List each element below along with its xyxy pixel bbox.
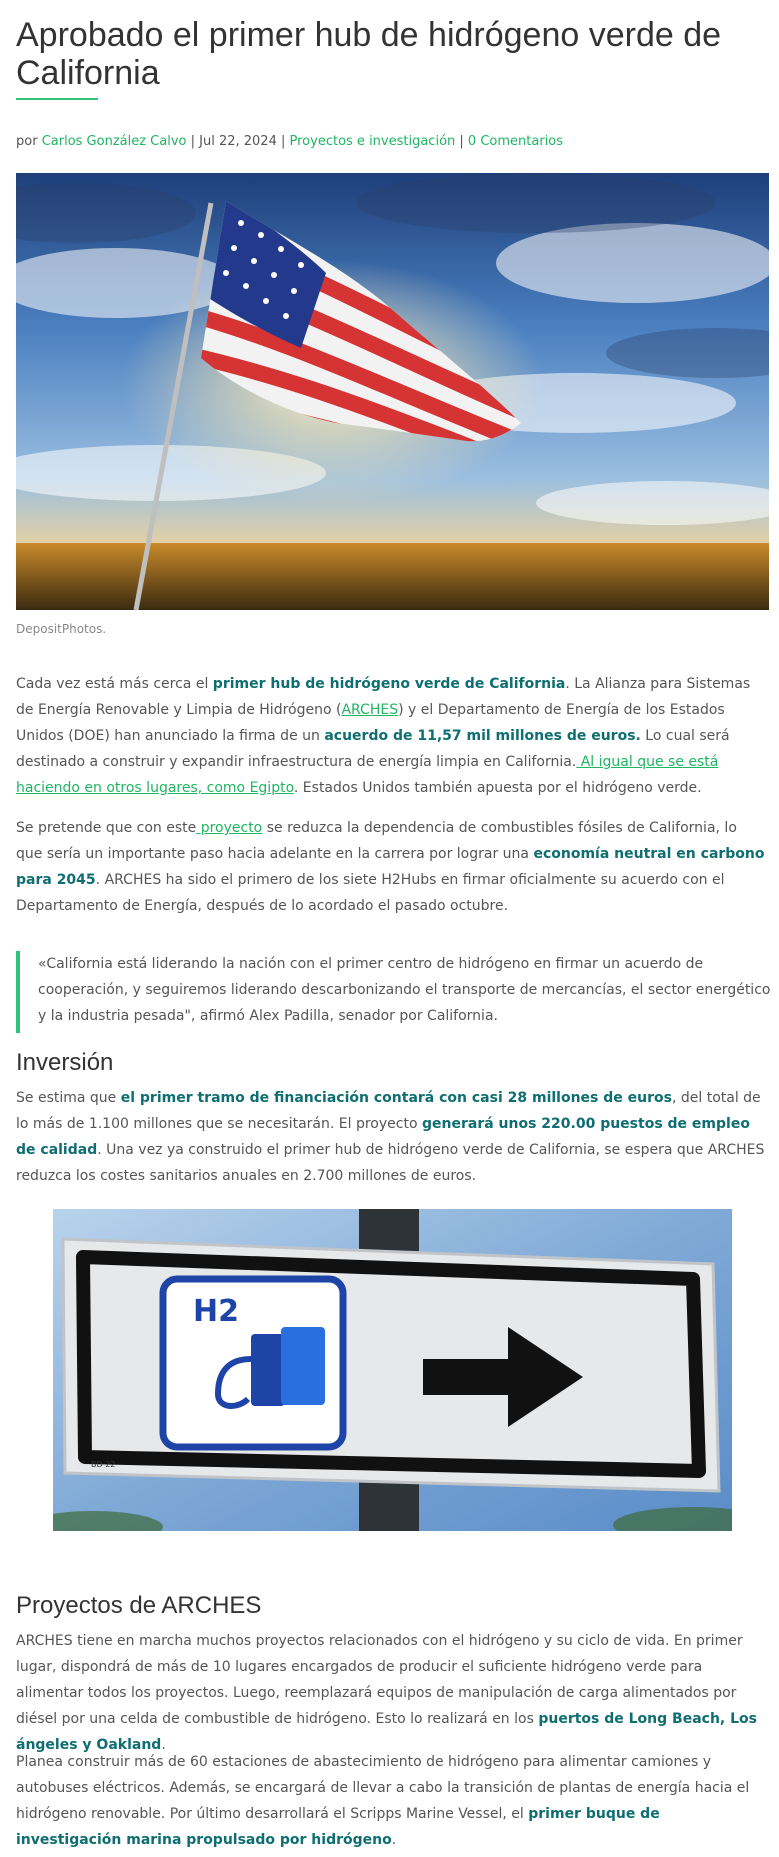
text: . [391, 1832, 397, 1848]
meta-separator: | [455, 134, 468, 149]
text: ) y el Departamento de Energía de los Estados Unidos (DOE) han anunciado la firma de un [16, 702, 725, 744]
text: ARCHES tiene en marcha muchos proyectos relacionados con el hidrógeno y su ciclo de vida. En primer lugar, dispondrá de más de 10 lugares encargados de producir el suficiente hidrógeno verde para alimentar todos los proyectos. Luego, reemplazará equipos de manipulación de carga alimentados por diésel por una celda de combustible de hidrógeno. Esto lo realizará en los [16, 1633, 743, 1727]
paragraph-stations [16, 1749, 766, 1853]
highlight-text: primer buque de investigación marina propulsado por hidrógeno [16, 1806, 660, 1848]
highlight-text: el primer tramo de financiación contará con casi 28 millones de euros [120, 1090, 672, 1106]
quote-text: «California está liderando la nación con el primer centro de hidrógeno en firmar un acuerdo de cooperación, y seguiremos liderando descarbonizando el transporte de mercancías, el sector energético y la industria pesada", afirmó Alex Padilla, senador por California. [38, 956, 771, 1024]
hydrogen-sign-image [53, 1209, 732, 1531]
article-title: Aprobado el primer hub de hidrógeno verde de California [16, 16, 722, 92]
text: Cada vez está más cerca el [16, 676, 213, 692]
paragraph-project [16, 815, 766, 919]
paragraph-investment [16, 1085, 766, 1189]
text: . Una vez ya construido el primer hub de hidrógeno verde de California, se espera que ARCHES reduzca los costes sanitarios anuales en 2.700 millones de euros. [16, 1142, 765, 1184]
heading-inversion: Inversión [16, 1049, 114, 1076]
text: Se estima que [16, 1090, 121, 1106]
arches-link[interactable]: ARCHES [341, 702, 399, 718]
text: se reduzca la dependencia de combustibles fósiles de California, lo que sería un importante paso hacia adelante en la carrera por lograr una [16, 820, 737, 862]
author-link[interactable]: Carlos González Calvo [41, 134, 187, 149]
heading-proyectos: Proyectos de ARCHES [16, 1592, 262, 1619]
meta-prefix: por [16, 134, 42, 149]
egipto-link[interactable]: Al igual que se está haciendo en otros lugares, como Egipto [16, 754, 719, 796]
category-link[interactable]: Proyectos e investigación [289, 134, 456, 149]
text: Lo cual será destinado a construir y expandir infraestructura de energía limpia en California. [16, 728, 730, 770]
comments-link[interactable]: 0 Comentarios [467, 134, 564, 149]
highlight-text: economía neutral en carbono para 2045 [16, 846, 765, 888]
highlight-text: primer hub de hidrógeno verde de California [212, 676, 566, 692]
post-meta [16, 133, 756, 151]
hero-image-flag [16, 173, 769, 610]
text: . Estados Unidos también apuesta por el hidrógeno verde. [293, 780, 702, 796]
sign-h2-text: H2 [193, 1294, 239, 1329]
meta-separator: | [186, 134, 200, 149]
text: Se pretende que con este [16, 820, 197, 836]
title-underline [16, 98, 98, 100]
paragraph-intro [16, 671, 766, 801]
proyecto-link[interactable]: proyecto [196, 820, 263, 836]
highlight-text: acuerdo de 11,57 mil millones de euros. [324, 728, 641, 744]
highlight-text: generará unos 220.00 puestos de empleo de calidad [16, 1116, 750, 1158]
paragraph-arches-projects [16, 1628, 766, 1758]
hero-image-caption: DepositPhotos. [16, 622, 107, 636]
post-date: Jul 22, 2024 [199, 134, 277, 149]
text: . La Alianza para Sistemas de Energía Renovable y Limpia de Hidrógeno ( [16, 676, 751, 718]
text: . ARCHES ha sido el primero de los siete H2Hubs en firmar oficialmente su acuerdo con el Departamento de Energía, después de lo acordado el pasado octubre. [16, 872, 725, 914]
quote-block [16, 951, 772, 1033]
text: , del total de lo más de 1.100 millones que se necesitarán. El proyecto [16, 1090, 761, 1132]
text: Planea construir más de 60 estaciones de abastecimiento de hidrógeno para alimentar camiones y autobuses eléctricos. Además, se encargará de llevar a cabo la transición de plantas de energía hacia el hidrógeno renovable. Por último desarrollará el Scripps Marine Vessel, el [16, 1754, 750, 1822]
meta-separator: | [276, 134, 290, 149]
text: . [161, 1737, 166, 1753]
highlight-text: puertos de Long Beach, Los ángeles y Oakland [16, 1711, 757, 1753]
sign-small-text: BD 22 [91, 1460, 116, 1469]
